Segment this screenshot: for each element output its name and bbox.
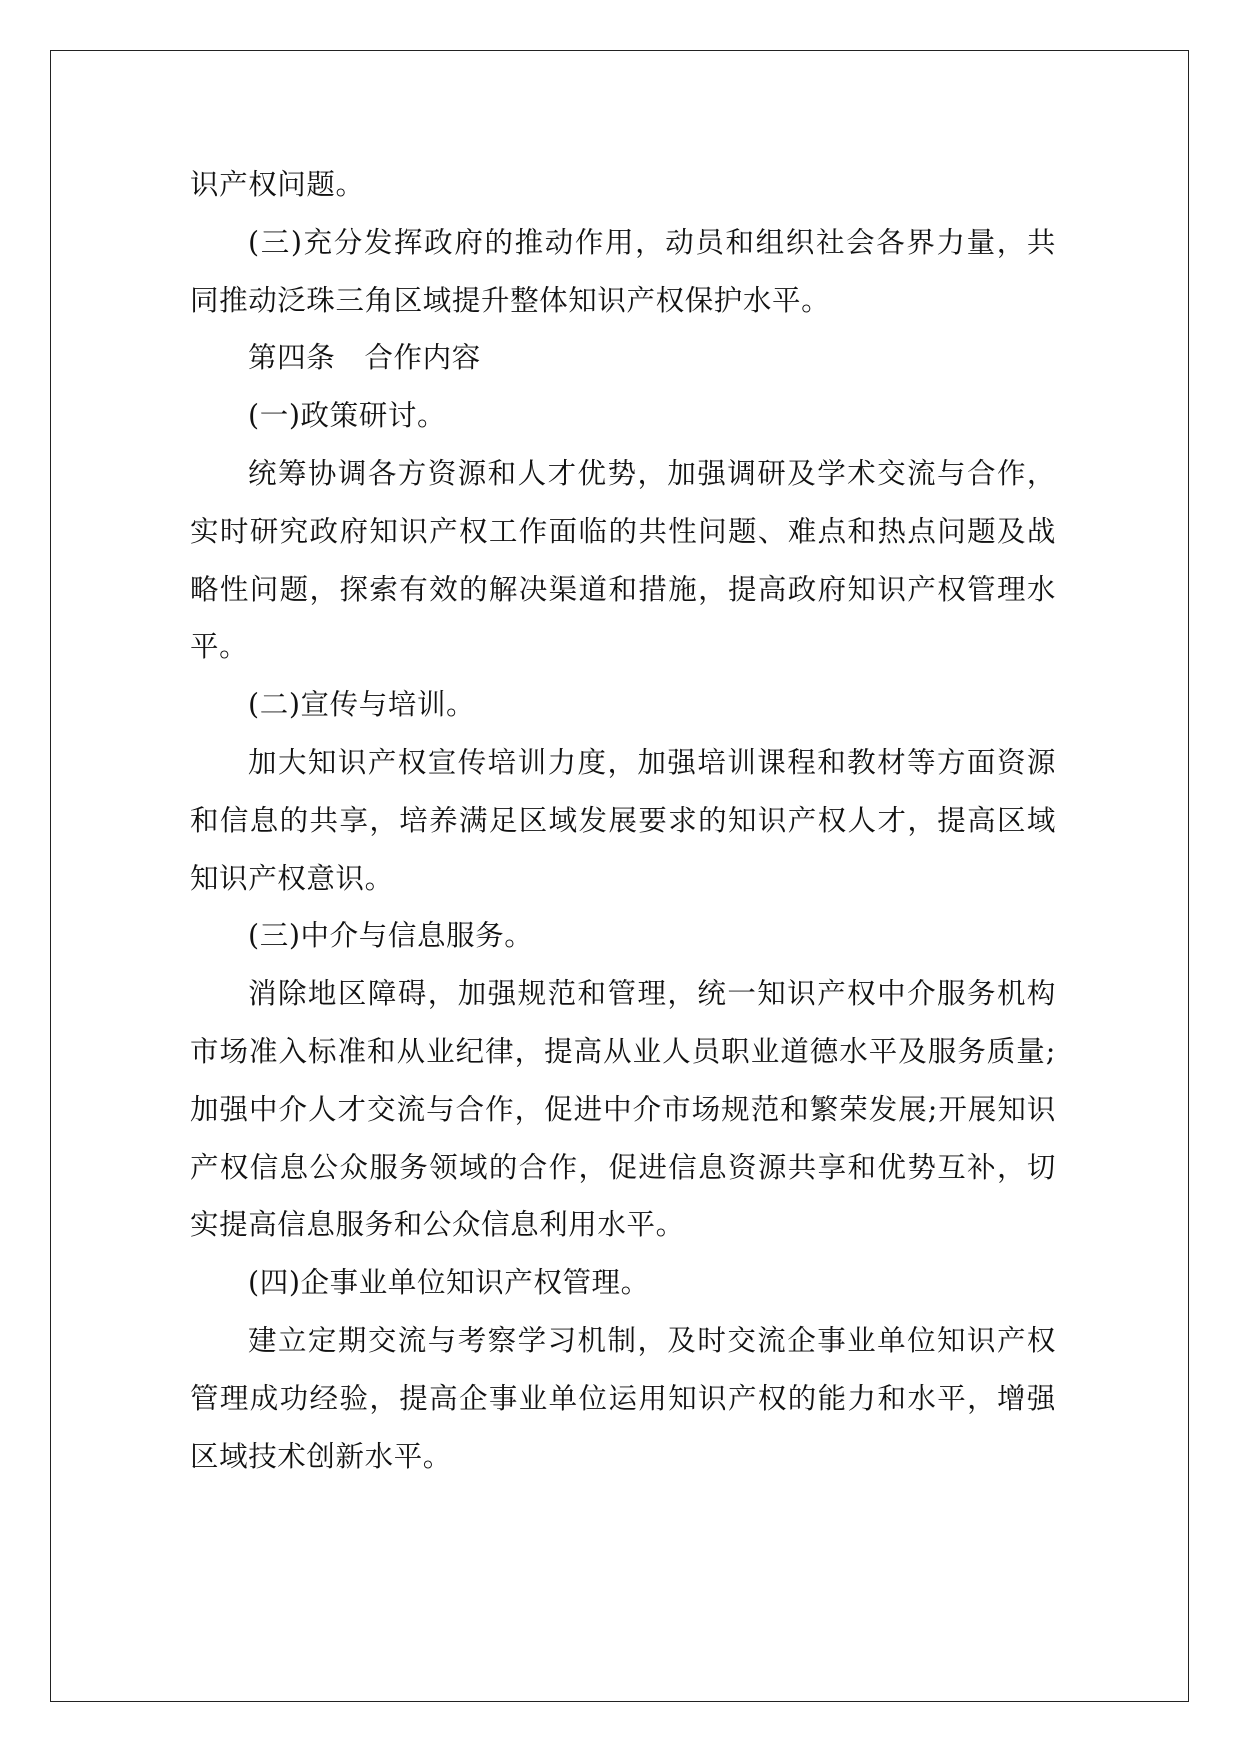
paragraph-continuation: 识产权问题。 (190, 168, 365, 201)
section-4-heading: (四)企事业单位知识产权管理。 (248, 1266, 650, 1300)
paragraph-item-3-government-role: (三)充分发挥政府的推动作用，动员和组织社会各界力量，共同推动泛珠三角区域提升整体知识产权保护水平。 (190, 225, 1056, 317)
section-2-body: 加大知识产权宣传培训力度，加强培训课程和教材等方面资源和信息的共享，培养满足区域发展要求的知识产权人才，提高区域知识产权意识。 (190, 745, 1056, 895)
article-4-heading: 第四条 合作内容 (248, 341, 481, 375)
section-1-body: 统筹协调各方资源和人才优势，加强调研及学术交流与合作，实时研究政府知识产权工作面临的共性问题、难点和热点问题及战略性问题，探索有效的解决渠道和措施，提高政府知识产权管理水平。 (190, 456, 1056, 664)
section-1-heading: (一)政策研讨。 (248, 399, 447, 433)
section-3-heading: (三)中介与信息服务。 (248, 919, 534, 953)
section-2-heading: (二)宣传与培训。 (248, 688, 476, 722)
document-body (190, 156, 1056, 1485)
section-3-body: 消除地区障碍，加强规范和管理，统一知识产权中介服务机构市场准入标准和从业纪律，提高从业人员职业道德水平及服务质量;加强中介人才交流与合作，促进中介市场规范和繁荣发展;开展知识产权信息公众服务领域的合作，促进信息资源共享和优势互补，切实提高信息服务和公众信息利用水平。 (190, 977, 1056, 1242)
section-4-body: 建立定期交流与考察学习机制，及时交流企事业单位知识产权管理成功经验，提高企事业单位运用知识产权的能力和水平，增强区域技术创新水平。 (190, 1323, 1056, 1473)
